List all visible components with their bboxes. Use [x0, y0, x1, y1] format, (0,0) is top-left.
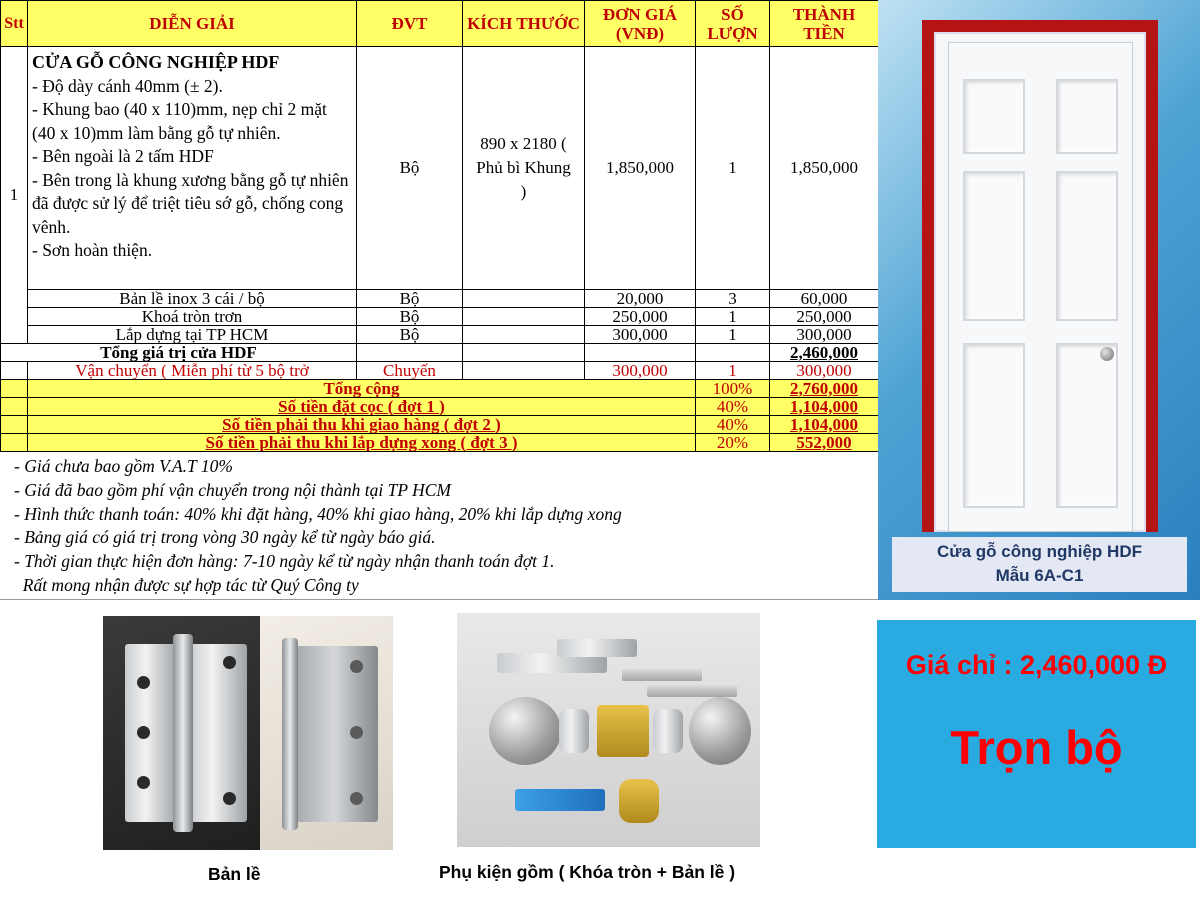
hinge-photo	[103, 616, 393, 850]
header-total: THÀNH TIỀN	[770, 1, 879, 47]
main-item-title: CỬA GỖ CÔNG NGHIỆP HDF	[32, 52, 280, 72]
header-stt: Stt	[1, 1, 28, 47]
hinge-leaf-icon	[290, 646, 378, 822]
strike-plate-icon	[515, 789, 605, 811]
summary-label: Tổng cộng	[28, 380, 696, 398]
table-row	[1, 308, 879, 326]
hinge-hole-icon	[137, 676, 150, 689]
main-item-line: - Bên trong là khung xương bằng gỗ tự nhiên đã được sử lý để triệt tiêu sớ gỗ, chống cong vênh.	[32, 169, 349, 237]
summary-percent: 40%	[696, 416, 770, 434]
door-caption	[892, 537, 1187, 592]
summary-total: 552,000	[770, 434, 879, 452]
door-leaf	[948, 42, 1133, 532]
sub-item-unit-price: 250,000	[585, 308, 696, 326]
sub-item-quantity: 3	[696, 290, 770, 308]
hinge-hole-icon	[137, 726, 150, 739]
door-panel-top-right	[1056, 79, 1118, 154]
main-item-description	[28, 47, 357, 290]
door-total-empty	[463, 344, 585, 362]
lock-cylinder-icon	[597, 705, 649, 757]
hinge-hole-icon	[350, 792, 363, 805]
key-icon	[622, 669, 702, 681]
sub-item-total: 300,000	[770, 326, 879, 344]
summary-empty	[1, 416, 28, 434]
notes	[14, 455, 874, 598]
sub-item-unit: Bộ	[357, 290, 463, 308]
summary-percent: 20%	[696, 434, 770, 452]
shipping-size	[463, 362, 585, 380]
summary-percent: 40%	[696, 398, 770, 416]
door-caption-model: Mẫu 6A-C1	[995, 566, 1084, 585]
hinge-photo-right	[260, 616, 393, 850]
door-panel-bottom-right	[1056, 343, 1118, 508]
key-icon	[647, 685, 737, 697]
summary-row	[1, 434, 879, 452]
summary-empty	[1, 380, 28, 398]
door-image	[878, 0, 1200, 600]
summary-label: Số tiền đặt cọc ( đợt 1 )	[28, 398, 696, 416]
hinge-hole-icon	[223, 792, 236, 805]
main-item-quantity: 1	[696, 47, 770, 290]
hinge-hole-icon	[223, 656, 236, 669]
price-text: Giá chỉ : 2,460,000 Đ	[905, 650, 1168, 680]
summary-empty	[1, 398, 28, 416]
hinge-hole-icon	[350, 660, 363, 673]
accessories-caption: Phụ kiện gồm ( Khóa tròn + Bản lề )	[439, 862, 736, 882]
price-table	[0, 0, 879, 452]
sub-item-description: Bản lề inox 3 cái / bộ	[28, 290, 357, 308]
summary-row	[1, 380, 879, 398]
rose-plate-icon	[653, 709, 683, 753]
hinge-leaf-icon	[557, 639, 637, 657]
sub-item-total: 60,000	[770, 290, 879, 308]
accessories-photo	[457, 613, 760, 847]
summary-total: 1,104,000	[770, 416, 879, 434]
note-line: - Giá chưa bao gồm V.A.T 10%	[14, 456, 233, 476]
hinge-knuckle-icon	[173, 634, 193, 832]
shipping-empty	[1, 362, 28, 380]
door-panel-top-left	[963, 79, 1025, 154]
table-row-main-item	[1, 47, 879, 290]
main-item-line: - Độ dày cánh 40mm (± 2).	[32, 75, 223, 96]
header-description: DIỄN GIẢI	[28, 1, 357, 47]
door-total-row	[1, 344, 879, 362]
sub-item-quantity: 1	[696, 326, 770, 344]
header-size: KÍCH THƯỚC	[463, 1, 585, 47]
sub-item-unit: Bộ	[357, 308, 463, 326]
main-item-line: - Bên ngoài là 2 tấm HDF	[32, 146, 214, 166]
main-item-unit: Bộ	[357, 47, 463, 290]
knob-icon	[489, 697, 561, 765]
main-item-line: - Sơn hoàn thiện.	[32, 240, 153, 260]
shipping-total: 300,000	[770, 362, 879, 380]
main-item-size: 890 x 2180 ( Phủ bì Khung )	[463, 47, 585, 290]
shipping-unit-price: 300,000	[585, 362, 696, 380]
header-row	[1, 1, 879, 47]
hinge-leaf-icon	[125, 644, 177, 822]
hinge-leaf-icon	[189, 644, 247, 822]
sub-item-unit-price: 300,000	[585, 326, 696, 344]
hinge-hole-icon	[137, 776, 150, 789]
shipping-unit: Chuyến	[357, 362, 463, 380]
note-line: - Thời gian thực hiện đơn hàng: 7-10 ngày kể từ ngày nhận thanh toán đợt 1.	[14, 551, 555, 572]
door-panel-mid-right	[1056, 171, 1118, 321]
summary-row	[1, 398, 879, 416]
main-item-line: - Khung bao (40 x 110)mm, nẹp chỉ 2 mặt (40 x 10)mm làm bằng gỗ tự nhiên.	[32, 99, 327, 143]
header-unit: ĐVT	[357, 1, 463, 47]
sub-item-quantity: 1	[696, 308, 770, 326]
shipping-description: Vận chuyển ( Miễn phí từ 5 bộ trở	[28, 362, 357, 380]
door-handle-icon	[1100, 347, 1114, 361]
sub-item-size	[463, 326, 585, 344]
shipping-quantity: 1	[696, 362, 770, 380]
hinge-knuckle-icon	[282, 638, 298, 830]
door-total-label: Tổng giá trị cửa HDF	[1, 344, 357, 362]
summary-percent: 100%	[696, 380, 770, 398]
summary-label: Số tiền phải thu khi lắp dựng xong ( đợt 3 )	[28, 434, 696, 452]
summary-row	[1, 416, 879, 434]
sub-item-size	[463, 290, 585, 308]
divider	[0, 599, 878, 600]
door-panel-bottom-left	[963, 343, 1025, 508]
main-item-unit-price: 1,850,000	[585, 47, 696, 290]
note-line: - Bảng giá có giá trị trong vòng 30 ngày kể từ ngày báo giá.	[14, 527, 436, 548]
note-line: - Hình thức thanh toán: 40% khi đặt hàng, 40% khi giao hàng, 20% khi lắp dựng xong	[14, 503, 622, 524]
knob-icon	[689, 697, 751, 765]
main-item-stt: 1	[1, 47, 28, 344]
sub-item-size	[463, 308, 585, 326]
door-total-empty	[357, 344, 463, 362]
summary-total: 1,104,000	[770, 398, 879, 416]
door-total-empty	[696, 344, 770, 362]
sub-item-description: Lắp dựng tại TP HCM	[28, 326, 357, 344]
door-total-empty	[585, 344, 696, 362]
door-panel-mid-left	[963, 171, 1025, 321]
shipping-row	[1, 362, 879, 380]
main-item-total: 1,850,000	[770, 47, 879, 290]
summary-empty	[1, 434, 28, 452]
header-unit-price: ĐƠN GIÁ (VNĐ)	[585, 1, 696, 47]
table-row	[1, 326, 879, 344]
rose-plate-icon	[559, 709, 589, 753]
door-caption-title: Cửa gỗ công nghiệp HDF	[937, 542, 1142, 561]
note-line: Rất mong nhận được sự hợp tác từ Quý Công ty	[14, 574, 359, 595]
hinge-hole-icon	[350, 726, 363, 739]
sub-item-description: Khoá tròn trơn	[28, 308, 357, 326]
hinge-photo-left	[103, 616, 260, 850]
header-quantity: SỐ LƯỢN	[696, 1, 770, 47]
door-total-value: 2,460,000	[770, 344, 879, 362]
sub-item-unit-price: 20,000	[585, 290, 696, 308]
set-text: Trọn bộ	[950, 721, 1123, 774]
summary-label: Số tiền phải thu khi giao hàng ( đợt 2 )	[28, 416, 696, 434]
hinge-caption: Bản lề	[208, 864, 261, 884]
sub-item-total: 250,000	[770, 308, 879, 326]
table-row	[1, 290, 879, 308]
latch-icon	[619, 779, 659, 823]
sub-item-unit: Bộ	[357, 326, 463, 344]
summary-total: 2,760,000	[770, 380, 879, 398]
price-box	[877, 620, 1196, 848]
note-line: - Giá đã bao gồm phí vận chuyển trong nội thành tại TP HCM	[14, 479, 451, 500]
